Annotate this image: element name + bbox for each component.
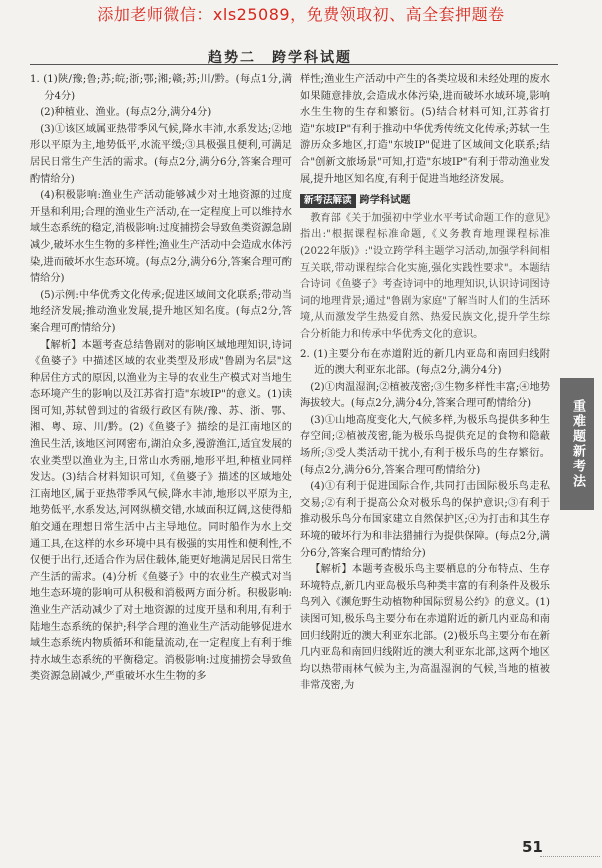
page-title: 趋势二 跨学科试题 <box>208 50 352 66</box>
section-side-tab: 重难题新考法 <box>560 378 594 510</box>
header-divider <box>30 64 558 65</box>
left-column <box>30 72 292 686</box>
answer-paragraph: 1. (1)陕/豫;鲁;苏;皖;浙;鄂;湘;赣;苏;川/黔。(每点1分,满分4分) <box>30 74 292 102</box>
tip-body: 教育部《关于加强初中学业水平考试命题工作的意见》指出:"根据课程标准命题,《义务教育地理课程标准(2022年版)》:"设立跨学科主题学习活动,加强学科间相互关联,带动课程综合化实施,强化实践性要求"。本题结合诗词《鱼婆子》考查诗词中的地理知识,认识诗词图诗词的地理背景;通过"鲁剧为家庭"了解当时人们的生活环境,从而激发学生热爱自然、热爱民族文化,提升学生综合分析能力和传承中华优秀文化的意识。 <box>300 212 550 340</box>
answer-paragraph: (2)种植业、渔业。(每点2分,满分4分) <box>40 107 212 119</box>
answer-paragraph: (4)①有利于促进国际合作,共同打击国际极乐鸟走私交易;②有利于提高公众对极乐鸟的保护意识;③有利于推动极乐鸟分布国家建立自然保护区;④为打击和其生存环境的破坏行为和非法猎捕行为提供保障。(每点2分,满分6分,答案合理可酌情给分) <box>300 481 550 559</box>
answer-paragraph: 2. (1)主要分布在赤道附近的新几内亚岛和南回归线附近的澳大利亚东北部。(每点2分,满分4分) <box>300 348 550 377</box>
analysis-paragraph: 【解析】本题考查总结鲁剧对的影响区域地理知识,诗词《鱼婆子》中描述区域的农业类型及形成"鲁剧为名层"这种居住方式的原因,以渔业为主导的农业生产模式对当地生态环境产生的影响以及江苏省打造"东坡IP"的意义。(1)读图可知,苏轼曾到过的省级行政区有陕/豫、苏、浙、鄂、湘、粤、琼、川/黔。(2)《鱼婆子》描绘的是江南地区的渔民生活,该地区河网密布,湖泊众多,漫游渔江,适宜发展的农业类型以渔业为主,日常山水秀丽,地形平坦,种植业同样发达。(3)结合材料知识可知,《鱼婆子》描述的区域地处江南地区,属于亚热带季风气候,降水丰沛,地形以平原为主,地势低平,水系发达,河网纵横交错,水域面积辽阔,这使得船舶交通在理想日常生活中占主导地位。同时船作为水上交通工具,在这样的水乡环境中具有极强的实用性和便利性,不仅便于出行,还适合作为居住载体,能更好地满足居民日常生产生活的需求。(4)分析《鱼婆子》中的农业生产模式对当地生态环境的影响可从积极和消极两方面分析。积极影响:渔业生产活动减少了对土地资源的过度开垦和利用,有利于陆地生态系统的保护;科学合理的渔业生产活动能够促进水域生态系统内物质循环和能量流动,在一定程度上有利于维持水域生态系统的平衡稳定。消极影响:过度捕捞会导致鱼类资源急剧减少,严重破坏水生生物的多 <box>30 339 292 683</box>
answer-paragraph: (2)①肉温湿润;②植被茂密;③生物多样性丰富;④地势海拔较大。(每点2分,满分4分,答案合理可酌情给分) <box>300 381 550 410</box>
promo-banner: 添加老师微信：xls25089，免费领取初、高全套押题卷 <box>97 5 505 24</box>
answer-paragraph: (5)示例:中华优秀文化传承;促进区域间文化联系;带动当地经济发展;推动渔业发展,提升地区知名度。(每点2分,答案合理可酌情给分) <box>30 289 292 334</box>
right-column <box>300 72 550 695</box>
tip-label: 新考法解读 <box>300 194 356 208</box>
page-number: 51 <box>522 838 543 856</box>
answer-paragraph: (3)①山地高度变化大,气候多样,为极乐鸟提供多种生存空间;②植被茂密,能为极乐鸟提供充足的食物和隐蔽场所;③受人类活动干扰小,有利于极乐鸟的生存繁衍。(每点2分,满分6分,答案合理可酌情给分) <box>300 414 550 476</box>
analysis-paragraph: 【解析】本题考查极乐鸟主要栖息的分布特点、生存环境特点,新几内亚岛极乐鸟种类丰富的有利条件及极乐鸟列入《濒危野生动植物种国际贸易公约》的意义。(1)读图可知,极乐鸟主要分布在赤道附近的新几内亚岛和南回归线附近的澳大利亚东北部。(2)极乐鸟主要分布在新几内亚岛和南回归线附近的澳大利亚东北部,这两个地区均以热带雨林气候为主,为高温湿润的气候,当地的植被非常茂密,为 <box>300 564 550 692</box>
footer-divider <box>540 856 600 857</box>
answer-paragraph: (3)①该区域属亚热带季风气候,降水丰沛,水系发达;②地形以平原为主,地势低平,水流平缓;③具极强且便利,可满足居民日常生产生活的需求。(每点2分,满分6分,答案合理可酌情给分) <box>30 123 292 185</box>
new-exam-tip <box>300 192 550 209</box>
answer-paragraph: (4)积极影响:渔业生产活动能够减少对土地资源的过度开垦和利用;合理的渔业生产活动,在一定程度上可以维持水域生态系统的稳定,消极影响:过度捕捞会导致鱼类资源急剧减少,破坏水生生物的多样性;渔业生产活动中会造成水体污染,进而破坏水生态环境。(每点2分,满分6分,答案合理可酌情给分) <box>30 190 292 285</box>
tip-title: 跨学科试题 <box>359 194 411 207</box>
analysis-continuation: 样性;渔业生产活动中产生的各类垃圾和未经处理的废水如果随意排放,会造成水体污染,进而破坏水域环境,影响水生生物的生存和繁衍。(5)结合材料可知,江苏省打造"东坡IP"有利于推动中华优秀传统文化传承;苏轼一生游历众多地区,打造"东坡IP"促进了区域间文化联系;结合"创新文旅场景"可知,打造"东坡IP"有利于带动渔业发展,提升地区知名度,有利于促进当地经济发展。 <box>300 74 550 185</box>
